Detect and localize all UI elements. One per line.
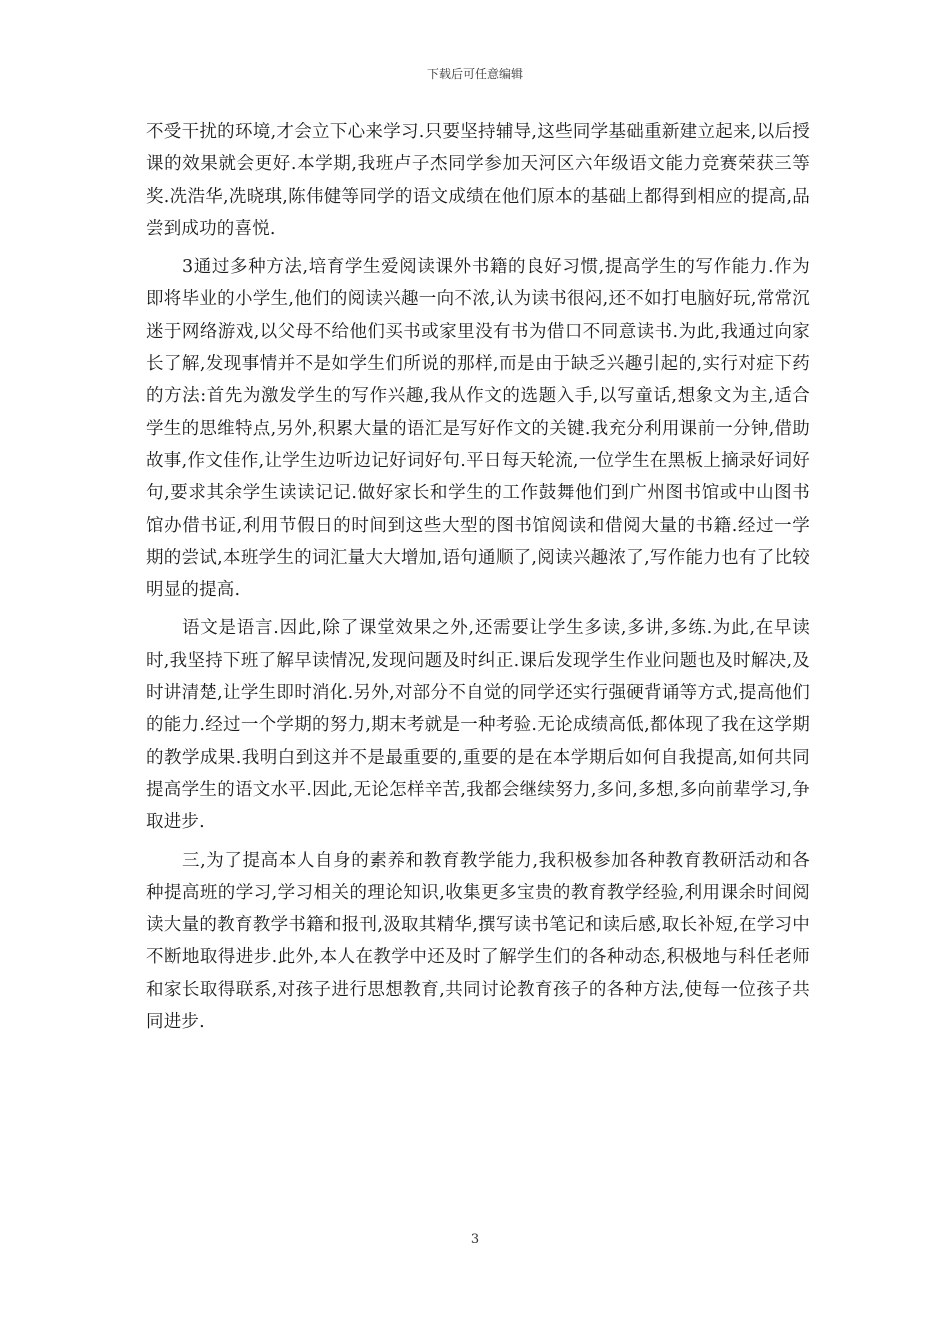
page-header: 下载后可任意编辑 — [426, 67, 523, 81]
page-number: 3 — [470, 1232, 480, 1247]
document-body — [146, 116, 810, 1038]
paragraph-self-improvement: 三,为了提高本人自身的素养和教育教学能力,我积极参加各种教育教研活动和各种提高班的学习,学习相关的理论知识,收集更多宝贵的教育教学经验,利用课余时间阅读大量的教育教学书籍和报刊,汲取其精华,撰写读书笔记和读后感,取长补短,在学习中不断地取得进步.此外,本人在教学中还及时了解学生们的各种动态,积极地与科任老师和家长取得联系,对孩子进行思想教育,共同讨论教育孩子的各种方法,使每一位孩子共同进步. — [146, 850, 810, 1033]
paragraph-continuation: 不受干扰的环境,才会立下心来学习.只要坚持辅导,这些同学基础重新建立起来,以后授课的效果就会更好.本学期,我班卢子杰同学参加天河区六年级语文能力竞赛荣获三等奖.冼浩华,冼晓琪,陈伟健等同学的语文成绩在他们原本的基础上都得到相应的提高,品尝到成功的喜悦. — [146, 122, 810, 239]
paragraph-reading-habits: 3通过多种方法,培育学生爱阅读课外书籍的良好习惯,提高学生的写作能力.作为即将毕业的小学生,他们的阅读兴趣一向不浓,认为读书很闷,还不如打电脑好玩,常常沉迷于网络游戏,以父母不给他们买书或家里没有书为借口不同意读书.为此,我通过向家长了解,发现事情并不是如学生们所说的那样,而是由于缺乏兴趣引起的,实行对症下药的方法:首先为激发学生的写作兴趣,我从作文的选题入手,以写童话,想象文为主,适合学生的思维特点,另外,积累大量的语汇是写好作文的关键.我充分利用课前一分钟,借助故事,作文佳作,让学生边听边记好词好句.平日每天轮流,一位学生在黑板上摘录好词好句,要求其余学生读读记记.做好家长和学生的工作鼓舞他们到广州图书馆或中山图书馆办借书证,利用节假日的时间到这些大型的图书馆阅读和借阅大量的书籍.经过一学期的尝试,本班学生的词汇量大大增加,语句通顺了,阅读兴趣浓了,写作能力也有了比较明显的提高. — [146, 257, 810, 601]
paragraph-language-practice: 语文是语言.因此,除了课堂效果之外,还需要让学生多读,多讲,多练.为此,在早读时,我坚持下班了解早读情况,发现问题及时纠正.课后发现学生作业问题也及时解决,及时讲清楚,让学生即时消化.另外,对部分不自觉的同学还实行强硬背诵等方式,提高他们的能力.经过一个学期的努力,期末考就是一种考验.无论成绩高低,都体现了我在这学期的教学成果.我明白到这并不是最重要的,重要的是在本学期后如何自我提高,如何共同提高学生的语文水平.因此,无论怎样辛苦,我都会继续努力,多问,多想,多向前辈学习,争取进步. — [146, 618, 810, 833]
